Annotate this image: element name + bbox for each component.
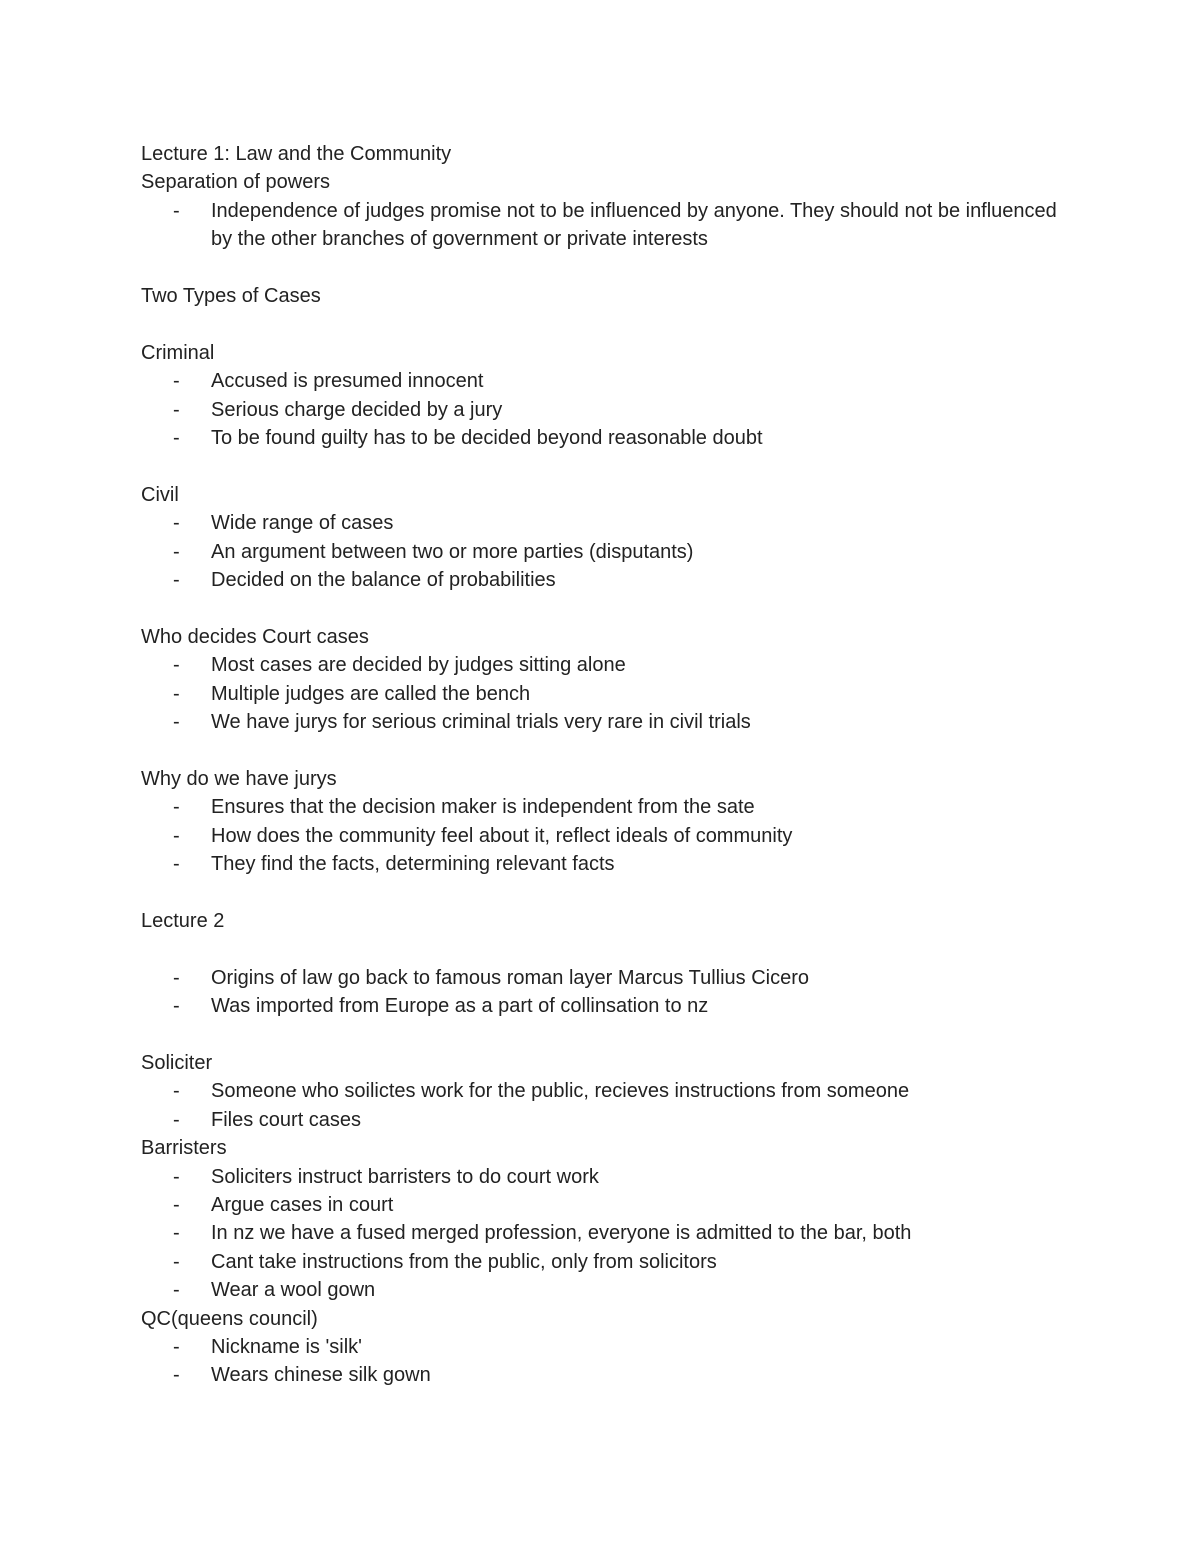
- bullet-dash: -: [173, 682, 180, 705]
- list-item-text: Wears chinese silk gown: [211, 1364, 431, 1387]
- list-item-text: Wide range of cases: [211, 512, 394, 535]
- section-heading: Who decides Court cases: [141, 625, 369, 648]
- list-item-text: Independence of judges promise not to be influenced by anyone. They should not be influenced by the other branches of government or private interests: [211, 199, 1057, 251]
- bullet-dash: -: [173, 427, 180, 450]
- list-item: [141, 1248, 1101, 1276]
- blank-line: [141, 254, 1101, 282]
- list-item: [141, 793, 1101, 821]
- blank-line: [141, 452, 1101, 480]
- list-item: [141, 1333, 1101, 1361]
- bullet-dash: -: [173, 824, 180, 847]
- list-item: [141, 1191, 1101, 1219]
- bullet-dash: -: [173, 1165, 180, 1188]
- bullet-dash: -: [173, 853, 180, 876]
- bullet-dash: -: [173, 1222, 180, 1245]
- bullet-dash: -: [173, 654, 180, 677]
- list-item: [141, 1106, 1101, 1134]
- list-item: [141, 850, 1101, 878]
- bullet-dash: -: [173, 199, 180, 222]
- list-item-text: How does the community feel about it, reflect ideals of community: [211, 824, 793, 847]
- blank-line: [141, 1020, 1101, 1048]
- blank-line: [141, 310, 1101, 338]
- list-item-text: Origins of law go back to famous roman layer Marcus Tullius Cicero: [211, 966, 810, 989]
- section-heading: Civil: [141, 483, 179, 506]
- list-item-text: Someone who soilictes work for the public, recieves instructions from someone: [211, 1080, 910, 1103]
- bullet-dash: -: [173, 1108, 180, 1131]
- list-item: [141, 680, 1101, 708]
- bullet-dash: -: [173, 398, 180, 421]
- section-heading: Barristers: [141, 1137, 227, 1160]
- list-item: [141, 538, 1101, 566]
- blank-line: [141, 594, 1101, 622]
- blank-line: [141, 736, 1101, 764]
- list-item: [141, 424, 1101, 452]
- section-heading: Separation of powers: [141, 171, 331, 194]
- bullet-dash: -: [173, 540, 180, 563]
- list-item: [141, 197, 1101, 254]
- section-heading: Lecture 2: [141, 909, 225, 932]
- blank-line: [141, 878, 1101, 906]
- list-item-text: They find the facts, determining relevant facts: [211, 853, 615, 876]
- list-item-text: Wear a wool gown: [211, 1279, 376, 1302]
- list-item: [141, 1163, 1101, 1191]
- list-item-text: An argument between two or more parties (disputants): [211, 540, 694, 563]
- list-item-text: Was imported from Europe as a part of collinsation to nz: [211, 995, 709, 1018]
- bullet-dash: -: [173, 1364, 180, 1387]
- list-item: [141, 1276, 1101, 1304]
- list-item-text: Decided on the balance of probabilities: [211, 569, 556, 592]
- list-item-text: Most cases are decided by judges sitting alone: [211, 654, 626, 677]
- list-item-text: Multiple judges are called the bench: [211, 682, 531, 705]
- bullet-dash: -: [173, 1250, 180, 1273]
- list-item: [141, 509, 1101, 537]
- list-item: [141, 396, 1101, 424]
- bullet-dash: -: [173, 1193, 180, 1216]
- list-item: [141, 822, 1101, 850]
- section-heading: QC(queens council): [141, 1307, 318, 1330]
- list-item-text: Files court cases: [211, 1108, 362, 1131]
- bullet-dash: -: [173, 995, 180, 1018]
- bullet-dash: -: [173, 1335, 180, 1358]
- list-item: [141, 651, 1101, 679]
- list-item: [141, 1219, 1101, 1247]
- blank-line: [141, 935, 1101, 963]
- bullet-dash: -: [173, 966, 180, 989]
- list-item: [141, 992, 1101, 1020]
- section-heading: Two Types of Cases: [141, 285, 321, 308]
- list-item: [141, 1077, 1101, 1105]
- section-heading: Why do we have jurys: [141, 767, 337, 790]
- list-item-text: Argue cases in court: [211, 1193, 394, 1216]
- list-item-text: Nickname is 'silk': [211, 1335, 362, 1358]
- list-item: [141, 708, 1101, 736]
- bullet-dash: -: [173, 1080, 180, 1103]
- bullet-dash: -: [173, 512, 180, 535]
- list-item-text: To be found guilty has to be decided beyond reasonable doubt: [211, 427, 763, 450]
- list-item: [141, 367, 1101, 395]
- list-item-text: Serious charge decided by a jury: [211, 398, 503, 421]
- list-item: [141, 964, 1101, 992]
- bullet-dash: -: [173, 796, 180, 819]
- list-item-text: Soliciters instruct barristers to do court work: [211, 1165, 599, 1188]
- list-item: [141, 1361, 1101, 1389]
- list-item-text: In nz we have a fused merged profession, everyone is admitted to the bar, both: [211, 1222, 912, 1245]
- list-item-text: We have jurys for serious criminal trials very rare in civil trials: [211, 711, 751, 734]
- bullet-dash: -: [173, 711, 180, 734]
- list-item-text: Ensures that the decision maker is independent from the sate: [211, 796, 755, 819]
- document-page: [141, 140, 1101, 1390]
- bullet-dash: -: [173, 370, 180, 393]
- bullet-dash: -: [173, 1279, 180, 1302]
- bullet-dash: -: [173, 569, 180, 592]
- list-item: [141, 566, 1101, 594]
- section-heading: Criminal: [141, 341, 215, 364]
- section-heading: Soliciter: [141, 1051, 213, 1074]
- list-item-text: Accused is presumed innocent: [211, 370, 484, 393]
- list-item-text: Cant take instructions from the public, only from solicitors: [211, 1250, 717, 1273]
- section-heading: Lecture 1: Law and the Community: [141, 143, 452, 165]
